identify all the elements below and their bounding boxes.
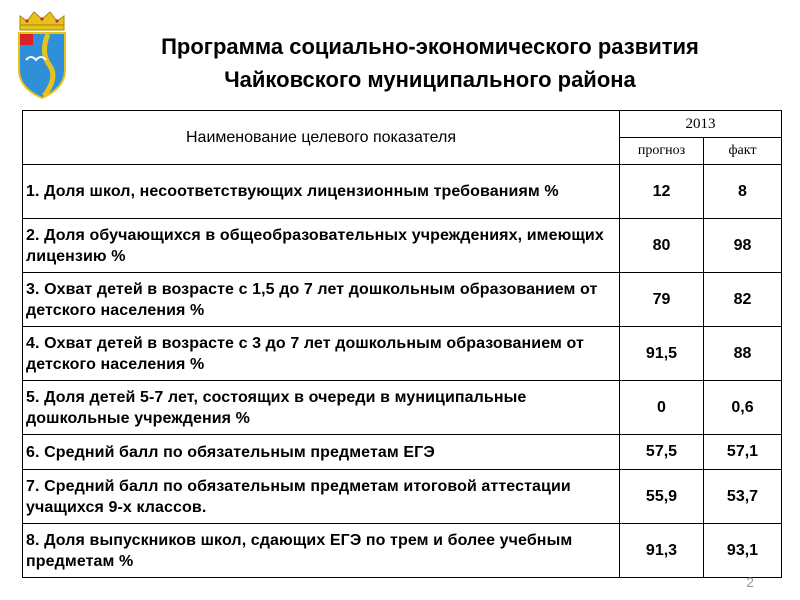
table-header-row [23,111,782,138]
row-forecast: 91,5 [620,327,704,381]
title-line-2: Чайковского муниципального района [224,67,636,92]
row-actual: 98 [704,219,782,273]
page-title [100,30,760,96]
indicators-table [22,110,782,578]
header-forecast: прогноз [620,138,704,165]
row-forecast: 0 [620,381,704,435]
title-line-1: Программа социально-экономического развития [161,34,699,59]
row-forecast: 12 [620,165,704,219]
row-actual: 0,6 [704,381,782,435]
header-actual: факт [704,138,782,165]
row-actual: 53,7 [704,470,782,524]
row-actual: 82 [704,273,782,327]
row-label: 6. Средний балл по обязательным предметам ЕГЭ [23,435,620,470]
row-actual: 57,1 [704,435,782,470]
header-year: 2013 [620,111,782,138]
row-actual: 88 [704,327,782,381]
coat-of-arms-emblem [14,8,70,100]
crown-icon [20,12,64,30]
row-label: 1. Доля школ, несоответствующих лицензионным требованиям % [23,165,620,219]
row-label: 5. Доля детей 5-7 лет, состоящих в очереди в муниципальные дошкольные учреждения % [23,381,620,435]
row-forecast: 91,3 [620,524,704,578]
row-label: 7. Средний балл по обязательным предметам итоговой аттестации учащихся 9-х классов. [23,470,620,524]
row-label: 3. Охват детей в возрасте с 1,5 до 7 лет дошкольным образованием от детского населения % [23,273,620,327]
row-actual: 93,1 [704,524,782,578]
table-row [23,219,782,273]
table-row [23,273,782,327]
row-forecast: 79 [620,273,704,327]
table-row [23,381,782,435]
row-label: 2. Доля обучающихся в общеобразовательных учреждениях, имеющих лицензию % [23,219,620,273]
header-indicator: Наименование целевого показателя [23,111,620,165]
table-row [23,435,782,470]
table-row [23,165,782,219]
row-forecast: 57,5 [620,435,704,470]
row-label: 8. Доля выпускников школ, сдающих ЕГЭ по трем и более учебным предметам % [23,524,620,578]
row-forecast: 55,9 [620,470,704,524]
table-row [23,524,782,578]
row-actual: 8 [704,165,782,219]
row-label: 4. Охват детей в возрасте с 3 до 7 лет дошкольным образованием от детского населения % [23,327,620,381]
page-number: 2 [746,574,754,590]
row-forecast: 80 [620,219,704,273]
table-row [23,327,782,381]
table-row [23,470,782,524]
